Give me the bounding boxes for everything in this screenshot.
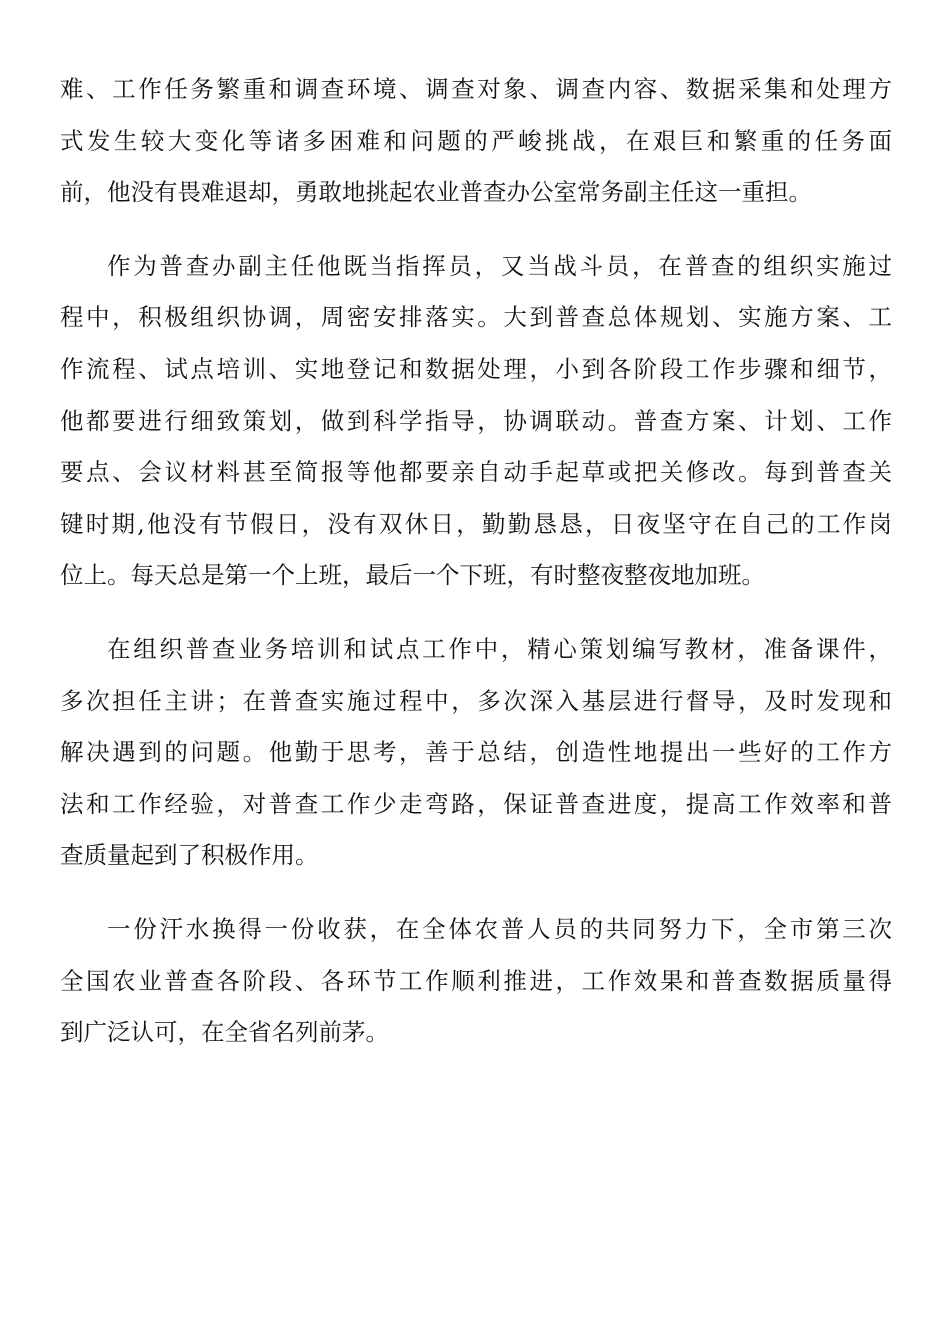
paragraph-2 bbox=[60, 241, 892, 602]
paragraph-line: 法和工作经验，对普查工作少走弯路，保证普查进度，提高工作效率和普 bbox=[60, 789, 892, 818]
paragraph-line: 全国农业普查各阶段、各环节工作顺利推进，工作效果和普查数据质量得 bbox=[60, 966, 892, 995]
paragraph-line: 他都要进行细致策划，做到科学指导，协调联动。普查方案、计划、工作 bbox=[60, 406, 892, 435]
paragraph-line: 到广泛认可，在全省名列前茅。 bbox=[60, 1018, 389, 1047]
paragraph-line: 位上。每天总是第一个上班，最后一个下班，有时整夜整夜地加班。 bbox=[60, 561, 765, 590]
paragraph-line: 键时期,他没有节假日，没有双休日，勤勤恳恳，日夜坚守在自己的工作岗 bbox=[60, 509, 892, 538]
paragraph-line: 难、工作任务繁重和调查环境、调查对象、调查内容、数据采集和处理方 bbox=[60, 75, 892, 103]
paragraph-line: 前，他没有畏难退却，勇敢地挑起农业普查办公室常务副主任这一重担。 bbox=[60, 178, 812, 207]
paragraph-line: 式发生较大变化等诸多困难和问题的严峻挑战，在艰巨和繁重的任务面 bbox=[60, 126, 892, 155]
paragraph-line: 解决遇到的问题。他勤于思考，善于总结，创造性地提出一些好的工作方 bbox=[60, 738, 892, 767]
paragraph-4 bbox=[60, 904, 892, 1059]
document-body bbox=[60, 64, 892, 1059]
paragraph-line: 作流程、试点培训、实地登记和数据处理，小到各阶段工作步骤和细节， bbox=[60, 354, 892, 383]
paragraph-line: 查质量起到了积极作用。 bbox=[60, 841, 319, 870]
paragraph-line: 一份汗水换得一份收获，在全体农普人员的共同努力下，全市第三次 bbox=[107, 914, 892, 943]
paragraph-line: 程中，积极组织协调，周密安排落实。大到普查总体规划、实施方案、工 bbox=[60, 303, 892, 332]
paragraph-line: 多次担任主讲；在普查实施过程中，多次深入基层进行督导，及时发现和 bbox=[60, 686, 892, 715]
paragraph-line: 要点、会议材料甚至简报等他都要亲自动手起草或把关修改。每到普查关 bbox=[60, 458, 892, 487]
paragraph-line: 在组织普查业务培训和试点工作中，精心策划编写教材，准备课件， bbox=[107, 634, 892, 663]
paragraph-line: 作为普查办副主任他既当指挥员，又当战斗员，在普查的组织实施过 bbox=[107, 251, 892, 280]
paragraph-3 bbox=[60, 624, 892, 882]
paragraph-1 bbox=[60, 64, 892, 219]
